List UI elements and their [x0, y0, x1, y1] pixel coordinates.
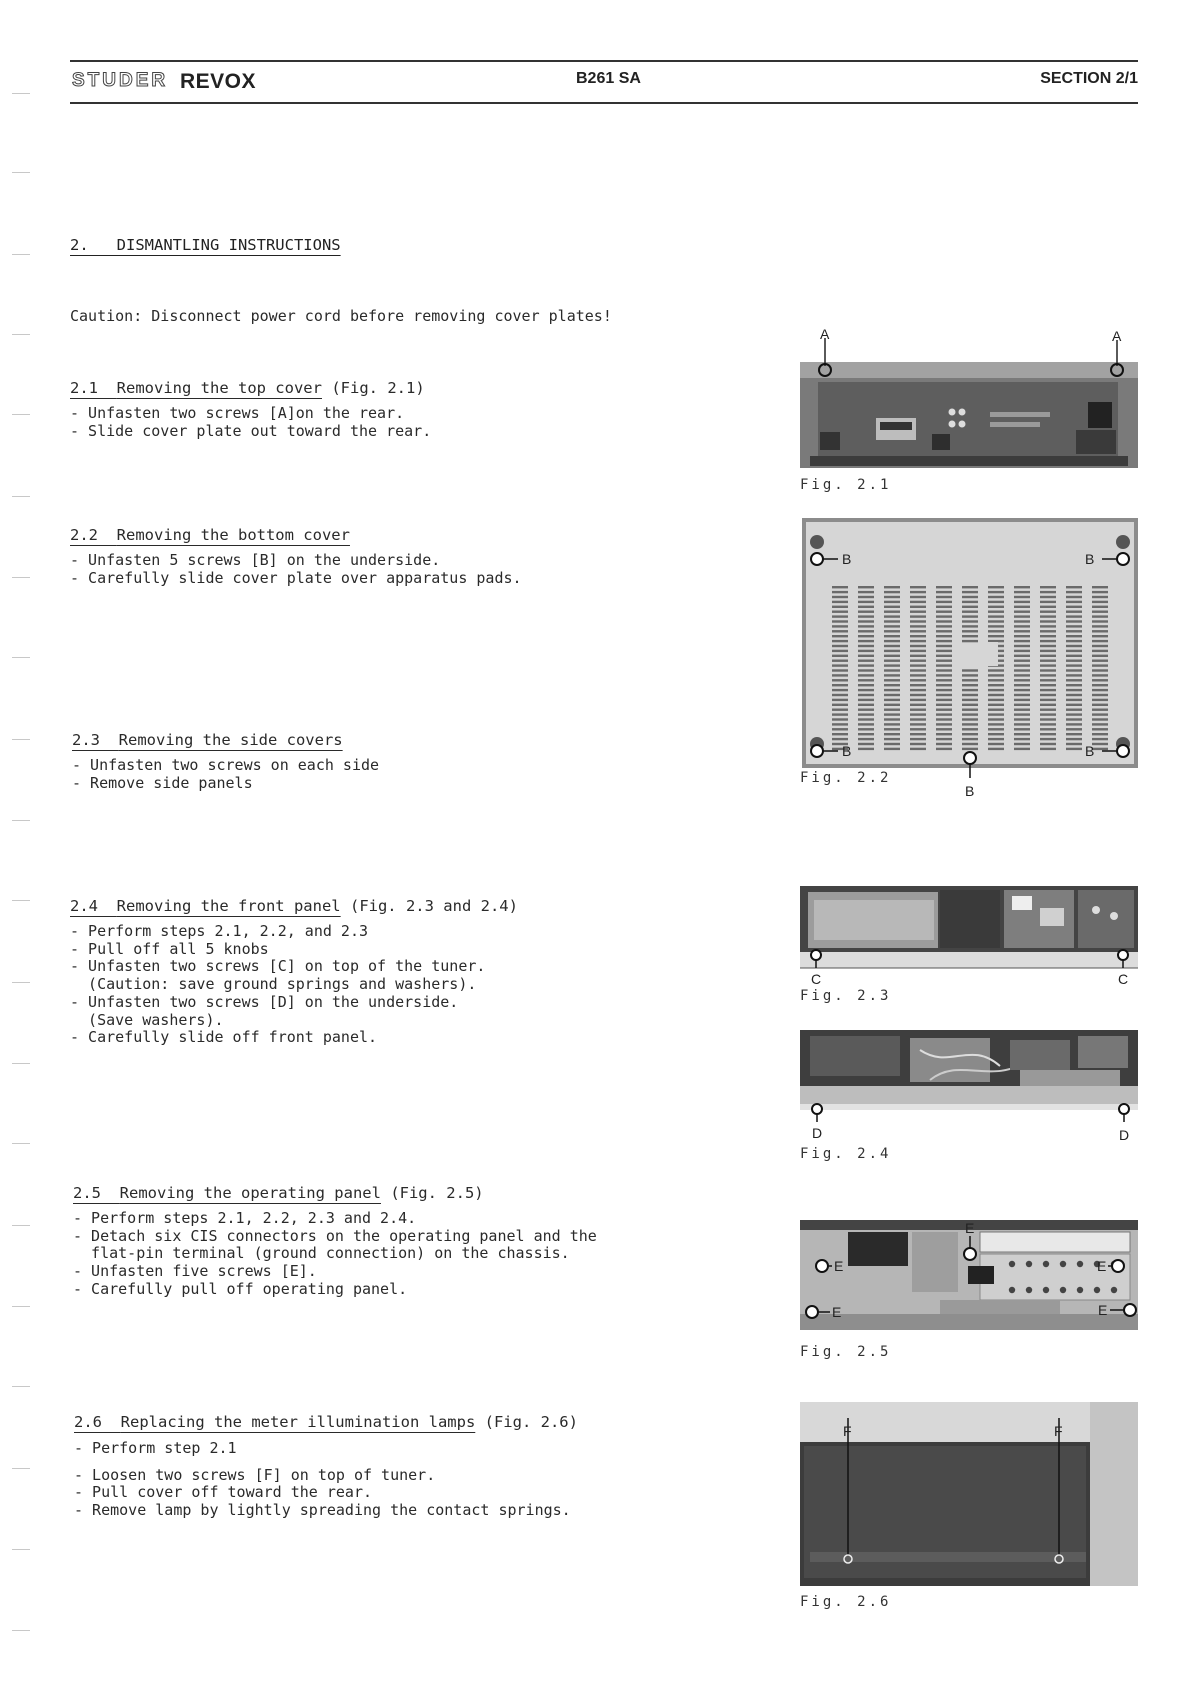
step: - Perform steps 2.1, 2.2, 2.3 and 2.4.	[73, 1209, 417, 1227]
step: - Unfasten two screws [C] on top of the tuner.	[70, 957, 486, 976]
figure-caption: Fig. 2.4	[800, 1146, 892, 1162]
step: - Carefully pull off operating panel.	[73, 1279, 408, 1298]
step: - Perform steps 2.1, 2.2, and 2.3	[70, 922, 369, 940]
figure-caption: Fig. 2.6	[800, 1594, 892, 1610]
section-heading-2-2: 2.2 Removing the bottom cover	[70, 526, 350, 544]
figure-2-5-operating-panel-view	[800, 1214, 1140, 1338]
page-title: 2. DISMANTLING INSTRUCTIONS	[70, 236, 341, 254]
step: - Carefully slide cover plate over apparatus pads.	[70, 568, 522, 587]
brand-studer-logo: STUDER	[72, 70, 169, 91]
step: (Caution: save ground springs and washers).	[70, 975, 477, 994]
figure-caption: Fig. 2.2	[800, 770, 892, 786]
step: - Slide cover plate out toward the rear.	[70, 421, 432, 440]
section-heading-2-3: 2.3 Removing the side covers	[72, 731, 343, 749]
callout-e: E	[1097, 1258, 1107, 1274]
step: - Detach six CIS connectors on the operating panel and the	[73, 1226, 597, 1245]
section-steps-2-1	[70, 405, 431, 440]
figure-2-1-rear-view	[800, 326, 1140, 471]
section-heading-2-1: 2.1 Removing the top cover (Fig. 2.1)	[70, 379, 425, 397]
figure-2-3-tuner-top-view	[800, 886, 1140, 986]
callout-e: E	[1098, 1302, 1108, 1318]
step: - Loosen two screws [F] on top of tuner.	[74, 1465, 436, 1484]
step: - Unfasten two screws [A]on the rear.	[70, 404, 405, 422]
callout-c: C	[811, 971, 822, 986]
step: - Remove side panels	[72, 773, 253, 792]
figure-2-2-underside-view	[800, 516, 1140, 806]
section-heading-2-4: 2.4 Removing the front panel (Fig. 2.3 and 2.4)	[70, 897, 518, 915]
section-steps-2-6	[74, 1440, 571, 1520]
callout-b: B	[842, 551, 852, 567]
callout-d: D	[812, 1125, 823, 1141]
callout-e: E	[832, 1304, 842, 1320]
step: - Remove lamp by lightly spreading the contact springs.	[74, 1501, 571, 1520]
callout-f: F	[843, 1423, 852, 1439]
section-number: SECTION 2/1	[1040, 70, 1138, 87]
step: - Perform step 2.1	[74, 1439, 237, 1457]
figure-caption: Fig. 2.3	[800, 988, 892, 1004]
section-steps-2-3	[72, 757, 379, 792]
callout-b: B	[965, 783, 975, 799]
callout-d: D	[1119, 1127, 1130, 1142]
step: - Unfasten two screws on each side	[72, 756, 380, 774]
section-heading-2-5: 2.5 Removing the operating panel (Fig. 2.5)	[73, 1184, 484, 1202]
figure-2-4-underside-front-view	[800, 1030, 1140, 1142]
step: - Unfasten 5 screws [B] on the underside.	[70, 551, 441, 569]
callout-e: E	[965, 1220, 975, 1236]
callout-e: E	[834, 1258, 844, 1274]
figure-caption: Fig. 2.5	[800, 1344, 892, 1360]
callout-a: A	[1112, 328, 1122, 344]
callout-a: A	[820, 326, 830, 342]
figure-2-6-meter-lamp-view	[800, 1402, 1140, 1588]
callout-b: B	[1085, 743, 1095, 759]
caution-note: Caution: Disconnect power cord before removing cover plates!	[70, 307, 612, 325]
step: flat-pin terminal (ground connection) on the chassis.	[73, 1244, 570, 1263]
model-number: B261 SA	[576, 70, 641, 87]
brand-revox-logo: REVOX	[180, 70, 257, 93]
figure-caption: Fig. 2.1	[800, 477, 892, 493]
step: (Save washers).	[70, 1010, 224, 1029]
callout-b: B	[842, 743, 852, 759]
section-steps-2-4	[70, 923, 485, 1047]
step: - Pull off all 5 knobs	[70, 939, 269, 958]
callout-b: B	[1085, 551, 1095, 567]
header-bottom-rule	[70, 102, 1138, 104]
section-steps-2-5	[73, 1210, 597, 1299]
step: - Pull cover off toward the rear.	[74, 1483, 373, 1502]
step: - Unfasten five screws [E].	[73, 1262, 317, 1281]
header-top-rule	[70, 60, 1138, 62]
step: - Unfasten two screws [D] on the underside.	[70, 992, 459, 1011]
step: - Carefully slide off front panel.	[70, 1028, 378, 1047]
callout-c: C	[1118, 971, 1129, 986]
section-steps-2-2	[70, 552, 522, 587]
section-heading-2-6: 2.6 Replacing the meter illumination lamps (Fig. 2.6)	[74, 1413, 578, 1431]
callout-f: F	[1054, 1423, 1063, 1439]
